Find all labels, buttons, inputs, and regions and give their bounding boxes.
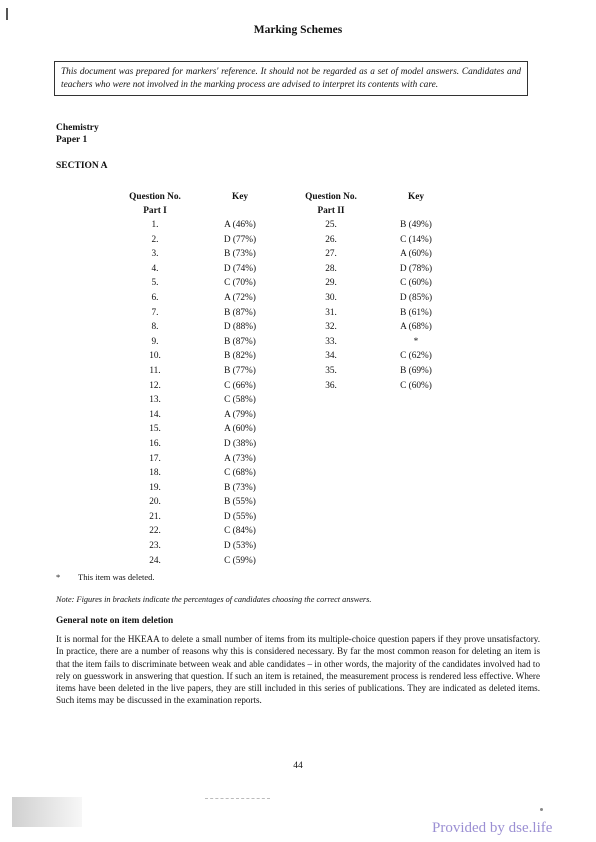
answer-key: C (59%) xyxy=(224,555,256,566)
question-number: 27. xyxy=(325,249,337,260)
table-row xyxy=(110,524,280,539)
table-row xyxy=(286,276,456,291)
table-row xyxy=(286,262,456,277)
answer-key: A (68%) xyxy=(400,322,432,333)
answer-key: D (38%) xyxy=(223,438,257,449)
paper-name: Paper 1 xyxy=(56,135,88,145)
answer-key: A (72%) xyxy=(224,292,256,303)
table-row xyxy=(110,510,280,525)
page-title: Marking Schemes xyxy=(253,24,343,36)
key-column-header: Key xyxy=(407,192,424,202)
answer-key: B (87%) xyxy=(224,336,256,347)
question-number: 28. xyxy=(325,263,337,274)
answer-key: D (78%) xyxy=(399,263,433,274)
answer-key: C (58%) xyxy=(224,395,256,406)
figures-note: Note: Figures in brackets indicate the percentages of candidates choosing the correct answers. xyxy=(56,595,372,604)
table-row xyxy=(286,379,456,394)
section-heading: SECTION A xyxy=(56,161,108,171)
answer-rows xyxy=(286,218,456,393)
general-note-body: It is normal for the HKEAA to delete a small number of items from its multiple-choice question papers if they prove unsatisfactory. In practice, there are a number of reasons why this is considered necessary. By far the most common reason for deleting an item is that the item fails to discriminate between weak and able candidates – in other words, the majority of the candidates involved had to rely on guesswork in answering that question. If such an item is retained, the measurement process is rendered less effective. Where items have been deleted in the live papers, they are still included in this series of publications. They are indicated as deleted items. Such items may be discussed in the examination reports. xyxy=(56,634,540,706)
answer-key: B (49%) xyxy=(400,220,432,230)
answer-rows xyxy=(110,218,280,568)
subject-name: Chemistry xyxy=(56,123,99,133)
answer-key: D (55%) xyxy=(223,511,257,522)
table-row xyxy=(110,481,280,496)
deleted-item-note xyxy=(56,572,155,582)
answer-table-part2 xyxy=(286,190,456,393)
table-row xyxy=(286,335,456,350)
question-number: 19. xyxy=(149,482,161,493)
question-number: 8. xyxy=(151,322,159,333)
question-number: 20. xyxy=(149,497,161,508)
table-row xyxy=(110,247,280,262)
part-label-row xyxy=(110,204,280,218)
question-number: 1. xyxy=(151,220,159,230)
question-column-header: Question No. xyxy=(129,192,181,202)
table-row xyxy=(286,291,456,306)
answer-key: B (87%) xyxy=(224,307,256,318)
answer-key: C (14%) xyxy=(400,234,432,245)
answer-key: C (84%) xyxy=(224,526,256,537)
page-number: 44 xyxy=(293,761,303,771)
answer-key: D (74%) xyxy=(223,263,257,274)
question-number: 35. xyxy=(325,365,337,376)
table-row xyxy=(110,495,280,510)
table-row xyxy=(286,364,456,379)
question-number: 13. xyxy=(149,395,161,406)
table-row xyxy=(286,306,456,321)
answer-key: A (46%) xyxy=(224,220,256,230)
table-row xyxy=(110,466,280,481)
table-row xyxy=(110,262,280,277)
table-row xyxy=(110,452,280,467)
question-number: 14. xyxy=(149,409,161,420)
question-number: 17. xyxy=(149,453,161,464)
scan-smudge xyxy=(12,797,82,827)
answer-key: B (73%) xyxy=(224,482,256,493)
answer-key: B (82%) xyxy=(224,351,256,362)
answer-key: D (88%) xyxy=(223,322,257,333)
scan-mark xyxy=(6,8,8,20)
scan-dash xyxy=(205,798,270,799)
answer-key: B (61%) xyxy=(400,307,432,318)
table-row xyxy=(110,379,280,394)
question-column-header: Question No. xyxy=(305,192,357,202)
table-row xyxy=(110,218,280,233)
table-header xyxy=(110,190,280,204)
provided-by-watermark: Provided by dse.life xyxy=(432,820,553,836)
table-row xyxy=(286,247,456,262)
answer-key: B (73%) xyxy=(224,249,256,260)
table-row xyxy=(110,437,280,452)
answer-key: C (60%) xyxy=(400,278,432,289)
table-row xyxy=(110,349,280,364)
answer-key: C (66%) xyxy=(224,380,256,391)
question-number: 11. xyxy=(149,365,161,376)
table-row xyxy=(110,364,280,379)
table-row xyxy=(110,393,280,408)
question-number: 31. xyxy=(325,307,337,318)
answer-key: B (69%) xyxy=(400,365,432,376)
part-label: Part I xyxy=(143,206,167,216)
table-row xyxy=(110,554,280,569)
table-row xyxy=(286,320,456,335)
question-number: 23. xyxy=(149,541,161,552)
question-number: 32. xyxy=(325,322,337,333)
answer-key: D (85%) xyxy=(399,292,433,303)
question-number: 24. xyxy=(149,555,161,566)
question-number: 2. xyxy=(151,234,159,245)
answer-key: B (55%) xyxy=(224,497,256,508)
part-label-row xyxy=(286,204,456,218)
question-number: 33. xyxy=(325,336,337,347)
part-label: Part II xyxy=(317,206,345,216)
table-row xyxy=(110,408,280,423)
table-row xyxy=(286,233,456,248)
question-number: 29. xyxy=(325,278,337,289)
question-number: 25. xyxy=(325,220,337,230)
question-number: 22. xyxy=(149,526,161,537)
reference-notice: This document was prepared for markers' reference. It should not be regarded as a set of model answers. Candidates and teachers who were not involved in the marking process are advised to interpret its contents with care. xyxy=(54,61,528,96)
asterisk-symbol: * xyxy=(56,572,61,582)
table-row xyxy=(286,349,456,364)
answer-table-part1 xyxy=(110,190,280,568)
answer-key: C (62%) xyxy=(400,351,432,362)
table-row xyxy=(286,218,456,233)
question-number: 5. xyxy=(151,278,159,289)
question-number: 7. xyxy=(151,307,159,318)
question-number: 34. xyxy=(325,351,337,362)
table-row xyxy=(110,335,280,350)
question-number: 16. xyxy=(149,438,161,449)
scan-dot xyxy=(540,808,543,811)
answer-key: A (73%) xyxy=(224,453,256,464)
question-number: 18. xyxy=(149,468,161,479)
question-number: 4. xyxy=(151,263,159,274)
question-number: 15. xyxy=(149,424,161,435)
table-row xyxy=(110,539,280,554)
answer-key: D (53%) xyxy=(223,541,257,552)
question-number: 21. xyxy=(149,511,161,522)
table-row xyxy=(110,320,280,335)
answer-key: D (77%) xyxy=(223,234,257,245)
question-number: 12. xyxy=(149,380,161,391)
answer-key: A (60%) xyxy=(224,424,256,435)
table-row xyxy=(110,422,280,437)
question-number: 9. xyxy=(151,336,159,347)
answer-key: A (79%) xyxy=(224,409,256,420)
table-row xyxy=(110,291,280,306)
answer-key: C (60%) xyxy=(400,380,432,391)
question-number: 36. xyxy=(325,380,337,391)
table-row xyxy=(110,233,280,248)
table-row xyxy=(110,276,280,291)
general-note-heading: General note on item deletion xyxy=(56,616,174,626)
question-number: 10. xyxy=(149,351,161,362)
subject-block xyxy=(56,122,99,146)
answer-key: B (77%) xyxy=(224,365,256,376)
table-header xyxy=(286,190,456,204)
table-row xyxy=(110,306,280,321)
answer-key: C (68%) xyxy=(224,468,256,479)
question-number: 26. xyxy=(325,234,337,245)
key-column-header: Key xyxy=(231,192,248,202)
question-number: 3. xyxy=(151,249,159,260)
answer-key: * xyxy=(413,336,419,347)
answer-key: A (60%) xyxy=(400,249,432,260)
answer-key: C (70%) xyxy=(224,278,256,289)
question-number: 30. xyxy=(325,292,337,303)
question-number: 6. xyxy=(151,292,159,303)
deleted-item-text: This item was deleted. xyxy=(78,572,155,582)
